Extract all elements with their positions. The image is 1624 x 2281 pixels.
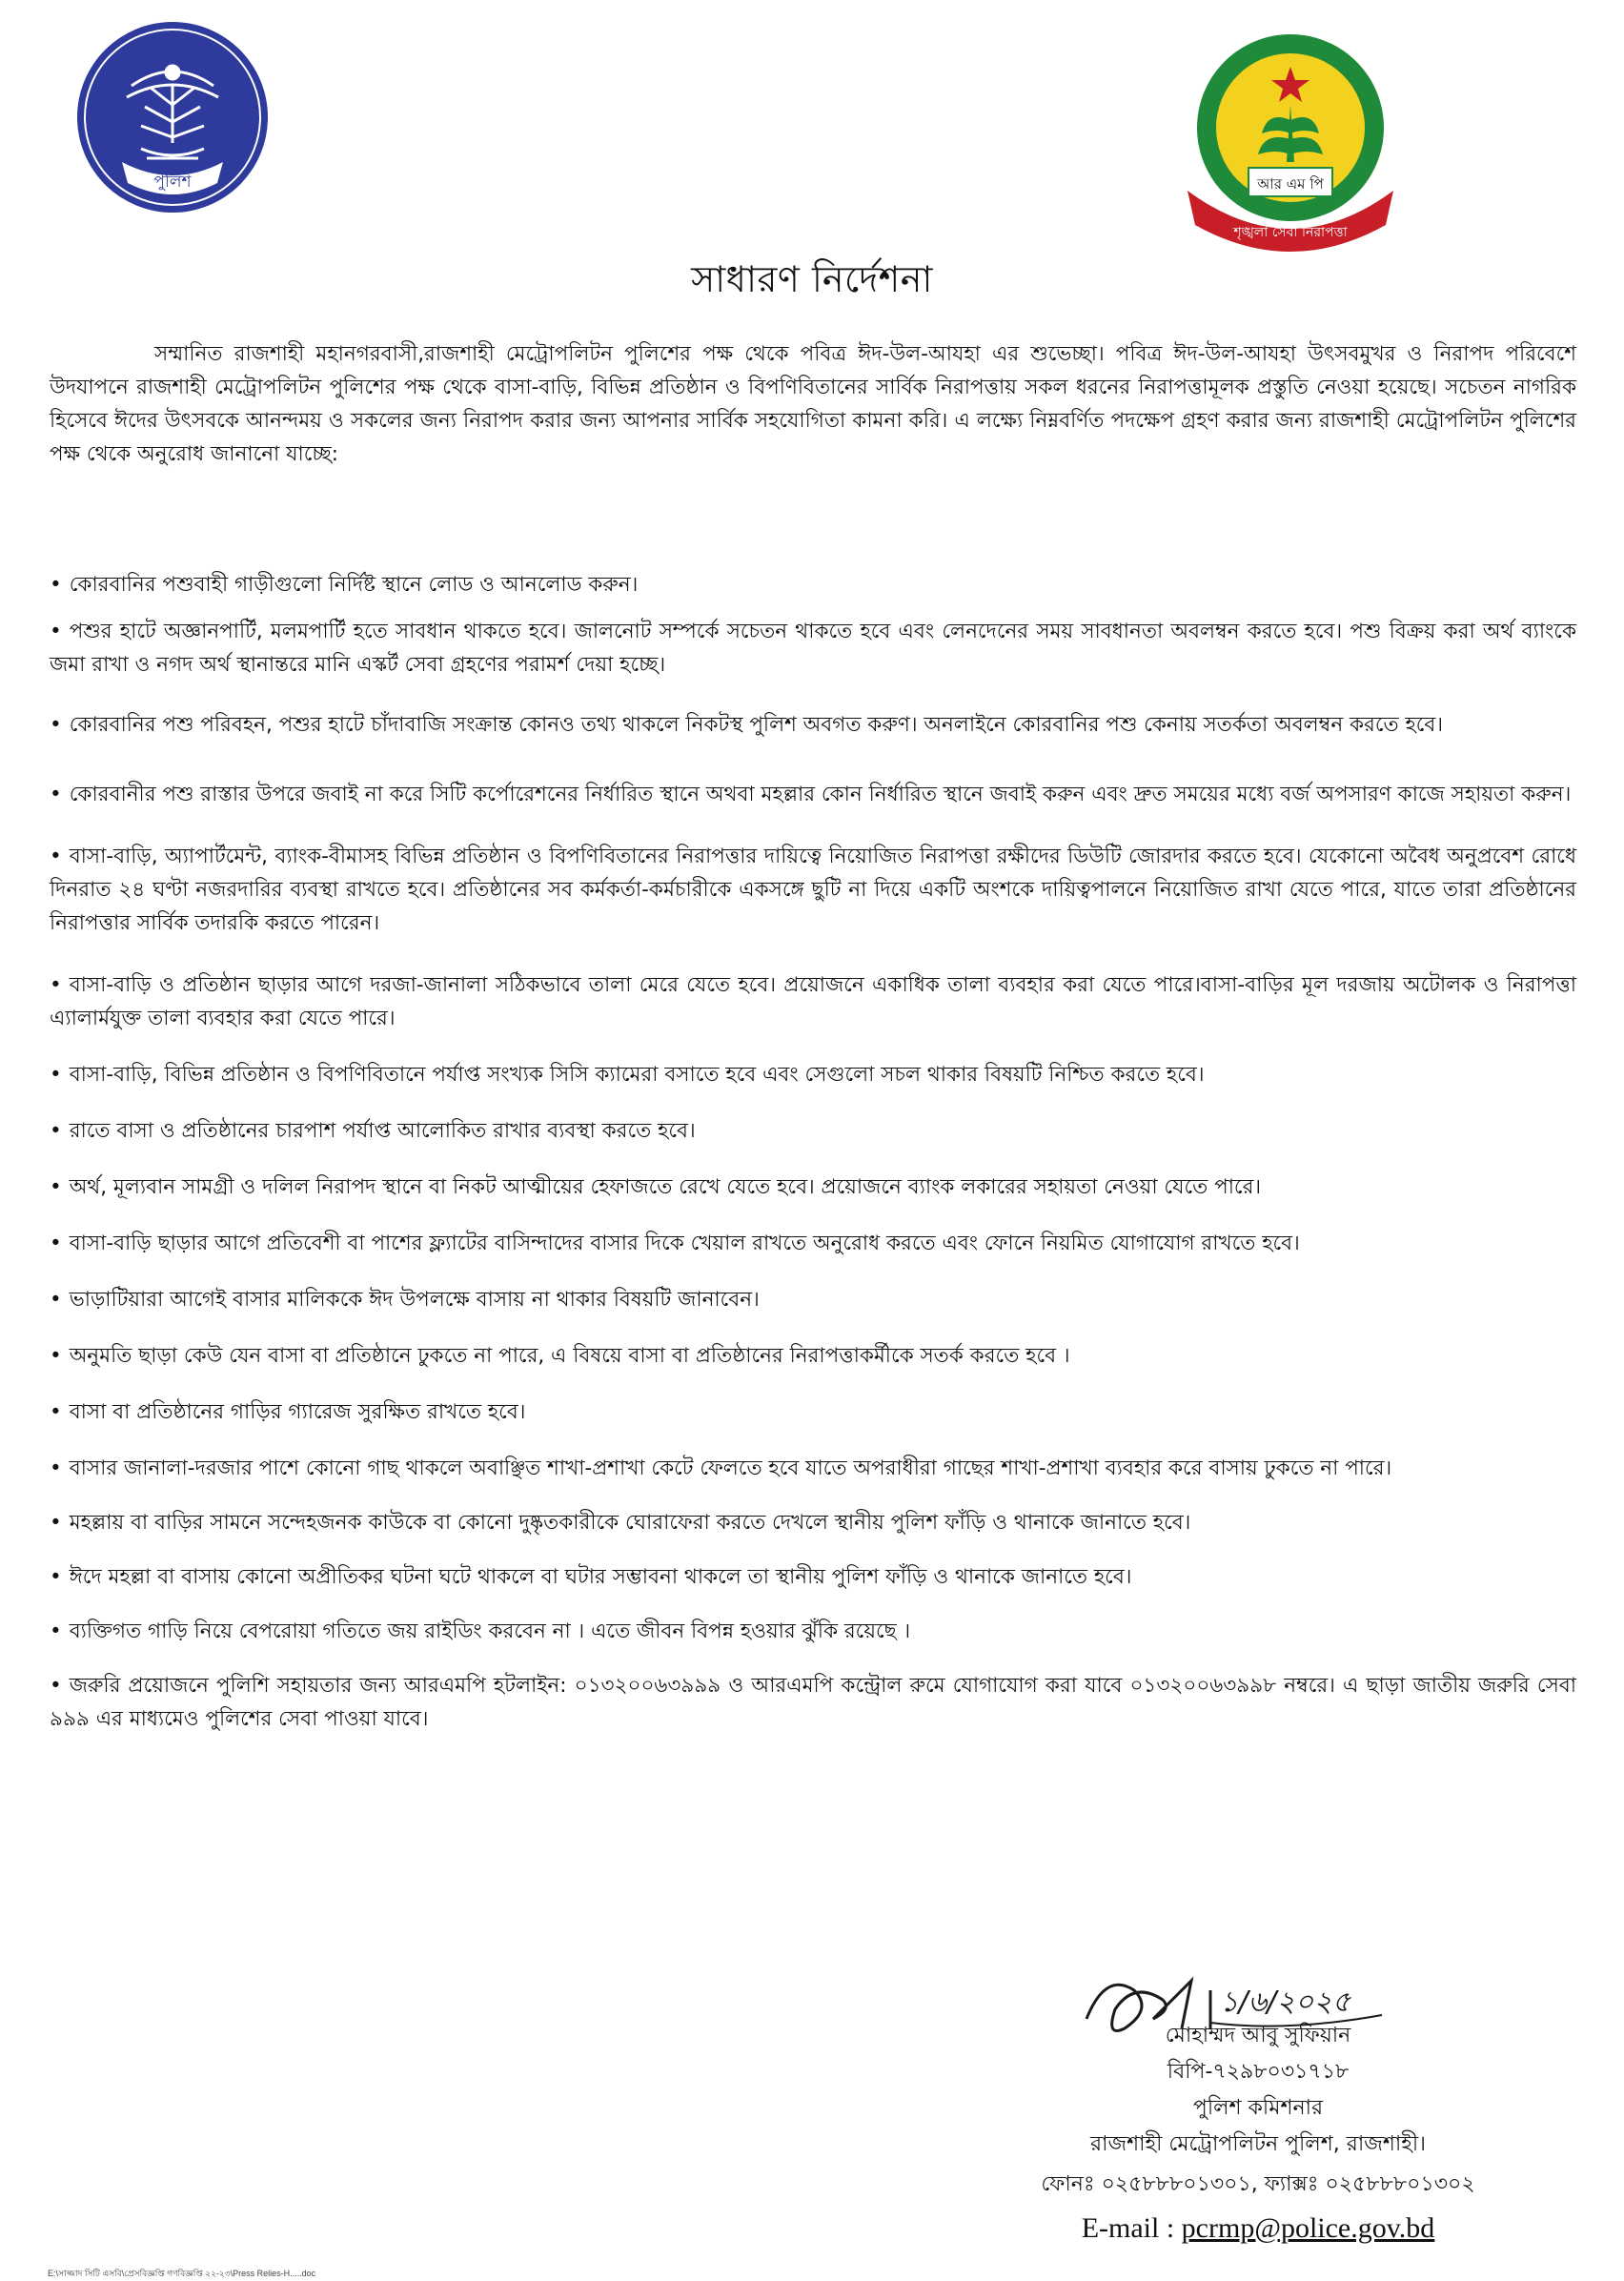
contact-email-line	[953, 2210, 1563, 2248]
rmp-emblem-logo	[1182, 29, 1399, 254]
list-item-text: রাতে বাসা ও প্রতিষ্ঠানের চারপাশ পর্যাপ্ত আলোকিত রাখার ব্যবস্থা করতে হবে।	[69, 1119, 696, 1143]
list-item	[50, 1114, 1576, 1148]
bullet-icon: •	[50, 1400, 62, 1424]
bullet-icon: •	[50, 1119, 62, 1143]
signatory-office: রাজশাহী মেট্রোপলিটন পুলিশ, রাজশাহী।	[1089, 2132, 1427, 2156]
list-item-text: ব্যক্তিগত গাড়ি নিয়ে বেপরোয়া গতিতে জয় রাইডিং করবেন না । এতে জীবন বিপন্ন হওয়ার ঝুঁকি রয়েছে ।	[69, 1619, 911, 1643]
list-item	[50, 568, 1576, 601]
list-item	[50, 1058, 1576, 1091]
signatory-name: মোহাম্মদ আবু সুফিয়ান	[1165, 2024, 1351, 2047]
signature-date: ১/৬/২০২৫	[1220, 1986, 1351, 2019]
contact-phone-fax: ফোনঃ ০২৫৮৮৮০১৩০১, ফ্যাক্সঃ ০২৫৮৮৮০১৩০২	[1041, 2172, 1475, 2196]
intro-paragraph: সম্মানিত রাজশাহী মহানগরবাসী,রাজশাহী মেট্রোপলিটন পুলিশের পক্ষ থেকে পবিত্র ঈদ-উল-আযহা এর শুভেচ্ছা। পবিত্র ঈদ-উল-আযহা উৎসবমুখর ও নিরাপদ পরিবেশে উদযাপনে রাজশাহী মেট্রোপলিটন পুলিশের পক্ষ থেকে বাসা-বাড়ি, বিভিন্ন প্রতিষ্ঠান ও বিপণিবিতানের সার্বিক নিরাপত্তায় সকল ধরনের নিরাপত্তামূলক প্রস্তুতি নেওয়া হয়েছে। সচেতন নাগরিক হিসেবে ঈদের উৎসবকে আনন্দময় ও সকলের জন্য নিরাপদ করার জন্য আপনার সার্বিক সহযোগিতা কামনা করি। এ লক্ষ্যে নিম্নবর্ণিত পদক্ষেপ গ্রহণ করার জন্য রাজশাহী মেট্রোপলিটন পুলিশের পক্ষ থেকে অনুরোধ জানানো যাচ্ছে:	[50, 342, 1577, 466]
list-item-text: বাসা বা প্রতিষ্ঠানের গাড়ির গ্যারেজ সুরক্ষিত রাখতে হবে।	[69, 1400, 526, 1424]
bullet-icon: •	[50, 1619, 62, 1643]
signatory-bp-number: বিপি-৭২৯৮০৩১৭১৮	[1167, 2060, 1350, 2084]
bullet-icon: •	[50, 1063, 62, 1087]
bullet-icon: •	[50, 573, 62, 597]
left-logo-label: পুলিশ	[153, 173, 192, 192]
list-item	[50, 778, 1576, 811]
bullet-icon: •	[50, 783, 62, 806]
bullet-icon: •	[50, 845, 62, 868]
email-label: E-mail :	[1081, 2212, 1182, 2244]
list-item-text: ভাড়াটিয়ারা আগেই বাসার মালিককে ঈদ উপলক্ষে বাসায় না থাকার বিষয়টি জানাবেন।	[69, 1288, 760, 1312]
bullet-icon: •	[50, 1674, 62, 1698]
signatory-designation: পুলিশ কমিশনার	[1192, 2096, 1324, 2120]
list-item	[50, 1227, 1576, 1260]
list-item	[50, 1283, 1576, 1316]
right-logo-label: আর এম পি	[1257, 175, 1324, 193]
list-item-text: কোরবানির পশু পরিবহন, পশুর হাটে চাঁদাবাজি সংক্রান্ত কোনও তথ্য থাকলে নিকটস্থ পুলিশ অবগত করুণ। অনলাইনে কোরবানির পশু কেনায় সতর্কতা অবলম্বন করতে হবে।	[69, 713, 1444, 737]
list-item-text: জরুরি প্রয়োজনে পুলিশি সহায়তার জন্য আরএমপি হটলাইন: ০১৩২০০৬৩৯৯৯ ও আরএমপি কন্ট্রোল রুমে যোগাযোগ করা যাবে ০১৩২০০৬৩৯৯৮ নম্বরে। এ ছাড়া জাতীয় জরুরি সেবা ৯৯৯ এর মাধ্যমেও পুলিশের সেবা পাওয়া যাবে।	[50, 1674, 1576, 1731]
list-item-text: বাসা-বাড়ি, অ্যাপার্টমেন্ট, ব্যাংক-বীমাসহ বিভিন্ন প্রতিষ্ঠান ও বিপণিবিতানের নিরাপত্তার দায়িত্বে নিয়োজিত নিরাপত্তা রক্ষীদের ডিউটি জোরদার করতে হবে। যেকোনো অবৈধ অনুপ্রবেশ রোধে দিনরাত ২৪ ঘণ্টা নজরদারির ব্যবস্থা রাখতে হবে। প্রতিষ্ঠানের সব কর্মকর্তা-কর্মচারীকে একসঙ্গে ছুটি না দিয়ে একটি অংশকে দায়িত্বপালনে নিয়োজিত রাখা যেতে পারে, যাতে তারা প্রতিষ্ঠানের নিরাপত্তার সার্বিক তদারকি করতে পারেন।	[50, 845, 1576, 935]
list-item-text: ঈদে মহল্লা বা বাসায় কোনো অপ্রীতিকর ঘটনা ঘটে থাকলে বা ঘটার সম্ভাবনা থাকলে তা স্থানীয় পুলিশ ফাঁড়ি ও থানাকে জানাতে হবে।	[69, 1565, 1132, 1589]
list-item	[50, 1171, 1576, 1204]
list-item-text: বাসার জানালা-দরজার পাশে কোনো গাছ থাকলে অবাঞ্ছিত শাখা-প্রশাখা কেটে ফেলতে হবে যাতে অপরাধীরা গাছের শাখা-প্রশাখা ব্যবহার করে বাসায় ঢুকতে না পারে।	[69, 1456, 1392, 1480]
bullet-icon: •	[50, 1175, 62, 1199]
list-item-text: মহল্লায় বা বাড়ির সামনে সন্দেহজনক কাউকে বা কোনো দুষ্কৃতকারীকে ঘোরাফেরা করতে দেখলে স্থানীয় পুলিশ ফাঁড়ি ও থানাকে জানাতে হবে।	[69, 1511, 1191, 1535]
right-logo-motto: শৃঙ্খলা সেবা নিরাপত্তা	[1233, 225, 1348, 240]
list-item	[50, 1395, 1576, 1429]
list-item-text: কোরবানির পশুবাহী গাড়ীগুলো নির্দিষ্ট স্থানে লোড ও আনলোড করুন।	[69, 573, 639, 597]
list-item	[50, 1452, 1576, 1485]
instruction-list	[50, 568, 1576, 1736]
list-item	[50, 968, 1576, 1035]
bullet-icon: •	[50, 1288, 62, 1312]
bullet-icon: •	[50, 620, 62, 643]
list-item-text: অর্থ, মূল্যবান সামগ্রী ও দলিল নিরাপদ স্থানে বা নিকট আত্মীয়ের হেফাজতে রেখে যেতে হবে। প্রয়োজনে ব্যাংক লকারের সহায়তা নেওয়া যেতে পারে।	[69, 1175, 1262, 1199]
bullet-icon: •	[50, 1565, 62, 1589]
bullet-icon: •	[50, 713, 62, 737]
bullet-icon: •	[50, 1232, 62, 1255]
bullet-icon: •	[50, 1456, 62, 1480]
list-item-text: অনুমতি ছাড়া কেউ যেন বাসা বা প্রতিষ্ঠানে ঢুকতে না পারে, এ বিষয়ে বাসা বা প্রতিষ্ঠানের নিরাপত্তাকর্মীকে সতর্ক করতে হবে ।	[69, 1344, 1070, 1368]
list-item	[50, 840, 1576, 940]
list-item	[50, 1339, 1576, 1373]
bullet-icon: •	[50, 1511, 62, 1535]
list-item-text: বাসা-বাড়ি ও প্রতিষ্ঠান ছাড়ার আগে দরজা-জানালা সঠিকভাবে তালা মেরে যেতে হবে। প্রয়োজনে একাধিক তালা ব্যবহার করা যেতে পারে।বাসা-বাড়ির মূল দরজায় অটোলক ও নিরাপত্তা এ্যালার্মযুক্ত তালা ব্যবহার করা যেতে পারে।	[50, 973, 1576, 1030]
email-link[interactable]: pcrmp@police.gov.bd	[1181, 2212, 1435, 2244]
list-item	[50, 1669, 1576, 1736]
list-item-text: কোরবানীর পশু রাস্তার উপরে জবাই না করে সিটি কর্পোরেশনের নির্ধারিত স্থানে অথবা মহল্লার কোন নির্ধারিত স্থানে জবাই করুন এবং দ্রুত সময়ের মধ্যে বর্জ অপসারণ কাজে সহায়তা করুন।	[69, 783, 1572, 806]
list-item-text: পশুর হাটে অজ্ঞানপার্টি, মলমপার্টি হতে সাবধান থাকতে হবে। জালনোট সম্পর্কে সচেতন থাকতে হবে এবং লেনদেনের সময় সাবধানতা অবলম্বন করতে হবে। পশু বিক্রয় করা অর্থ ব্যাংকে জমা রাখা ও নগদ অর্থ স্থানান্তরে মানি এস্কর্ট সেবা গ্রহণের পরামর্শ দেয়া হচ্ছে।	[50, 620, 1576, 677]
bullet-icon: •	[50, 1344, 62, 1368]
footer-file-path: E:\সাজ্জাদ সিটি এসবি\প্রেসবিজ্ঞপ্তি গণবিজ্ঞপ্তি ২২-২৩\Press Relies-H.....doc	[48, 2269, 316, 2278]
list-item	[50, 1615, 1576, 1648]
list-item	[50, 615, 1576, 682]
list-item-text: বাসা-বাড়ি ছাড়ার আগে প্রতিবেশী বা পাশের ফ্ল্যাটের বাসিন্দাদের বাসার দিকে খেয়াল রাখতে অনুরোধ করতে এবং ফোনে নিয়মিত যোগাযোগ রাখতে হবে।	[69, 1232, 1300, 1255]
police-emblem-logo	[74, 19, 271, 215]
bullet-icon: •	[50, 973, 62, 997]
list-item	[50, 708, 1576, 742]
page-title: সাধারণ নির্দেশনা	[691, 258, 933, 300]
list-item	[50, 1560, 1576, 1594]
list-item	[50, 1506, 1576, 1539]
list-item-text: বাসা-বাড়ি, বিভিন্ন প্রতিষ্ঠান ও বিপণিবিতানে পর্যাপ্ত সংখ্যক সিসি ক্যামেরা বসাতে হবে এবং সেগুলো সচল থাকার বিষয়টি নিশ্চিত করতে হবে।	[69, 1063, 1205, 1087]
